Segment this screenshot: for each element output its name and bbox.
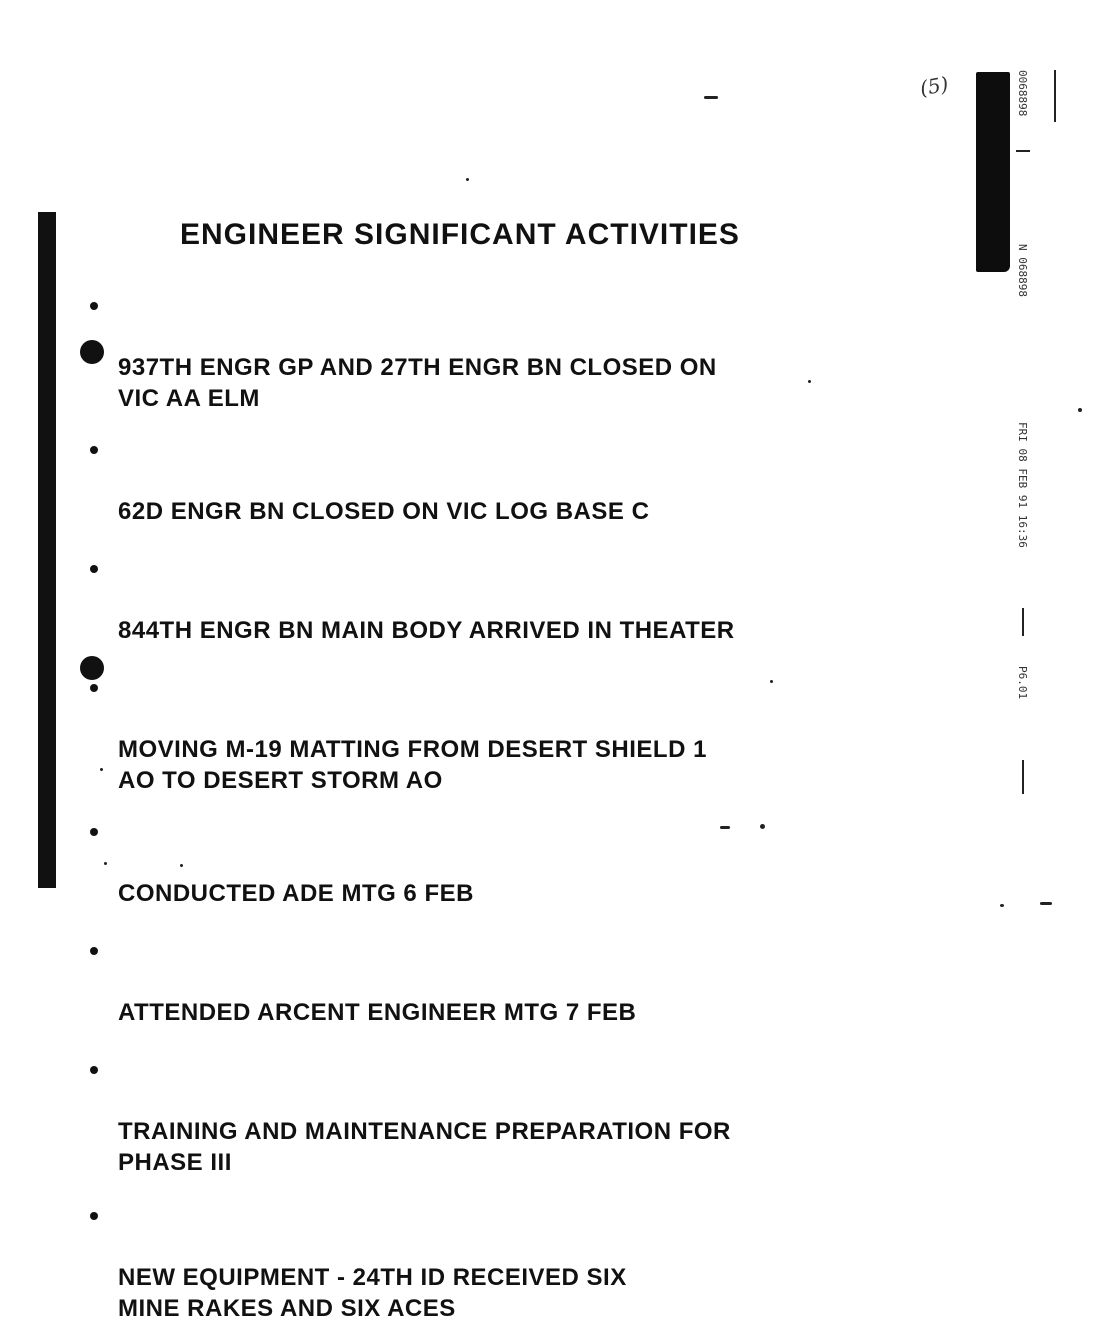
fax-divider [1022, 608, 1024, 636]
fax-divider [1022, 760, 1024, 794]
bullet-icon [90, 947, 98, 955]
bullet-icon [90, 446, 98, 454]
scan-speck [1040, 902, 1052, 905]
punch-hole [80, 656, 104, 680]
document-title: ENGINEER SIGNIFICANT ACTIVITIES [180, 218, 740, 251]
fax-id-bottom: N 068898 [1016, 244, 1029, 297]
fax-page: P6.01 [1016, 666, 1029, 700]
fax-id-top: 0068898 [1016, 70, 1029, 117]
bullet-icon [90, 1066, 98, 1074]
scan-speck [100, 768, 103, 771]
list-item-text: MOVING M-19 MATTING FROM DESERT SHIELD 1 AO TO DESERT STORM AO [118, 736, 707, 794]
list-item [90, 1200, 890, 1324]
scan-speck [180, 864, 183, 867]
scan-speck [770, 680, 773, 683]
punch-hole [80, 340, 104, 364]
scan-speck [104, 862, 107, 865]
bullet-icon [90, 1212, 98, 1220]
fax-header-bar [976, 72, 1010, 272]
list-item [90, 290, 890, 414]
bullet-icon [90, 565, 98, 573]
left-margin-bar [38, 212, 56, 888]
page-number-mark: (5) [918, 71, 951, 101]
bullet-icon [90, 828, 98, 836]
list-item [90, 434, 890, 527]
list-item [90, 935, 890, 1028]
fax-timestamp: FRI 08 FEB 91 16:36 [1016, 422, 1029, 548]
scan-speck [760, 824, 765, 829]
scan-speck [1000, 904, 1004, 907]
list-item [90, 816, 890, 909]
scan-speck [1078, 408, 1082, 412]
list-item-text: 62D ENGR BN CLOSED ON VIC LOG BASE C [118, 498, 650, 525]
list-item-text: 844TH ENGR BN MAIN BODY ARRIVED IN THEATER [118, 617, 735, 644]
fax-divider [1016, 150, 1030, 152]
bullet-icon [90, 684, 98, 692]
scan-speck [808, 380, 811, 383]
list-item-text: CONDUCTED ADE MTG 6 FEB [118, 880, 474, 907]
list-item-text: ATTENDED ARCENT ENGINEER MTG 7 FEB [118, 999, 637, 1026]
list-item-text: 937TH ENGR GP AND 27TH ENGR BN CLOSED ON VIC AA ELM [118, 354, 717, 412]
activity-list [90, 290, 890, 1324]
list-item-text: TRAINING AND MAINTENANCE PREPARATION FOR PHASE III [118, 1118, 731, 1176]
list-item-text: NEW EQUIPMENT - 24TH ID RECEIVED SIX MINE RAKES AND SIX ACES [118, 1264, 627, 1322]
list-item [90, 553, 890, 646]
bullet-icon [90, 302, 98, 310]
list-item [90, 1054, 890, 1178]
list-item [90, 672, 890, 796]
scan-speck [720, 826, 730, 829]
fax-divider [1054, 70, 1056, 122]
scan-speck [466, 178, 469, 181]
scan-speck [704, 96, 718, 99]
